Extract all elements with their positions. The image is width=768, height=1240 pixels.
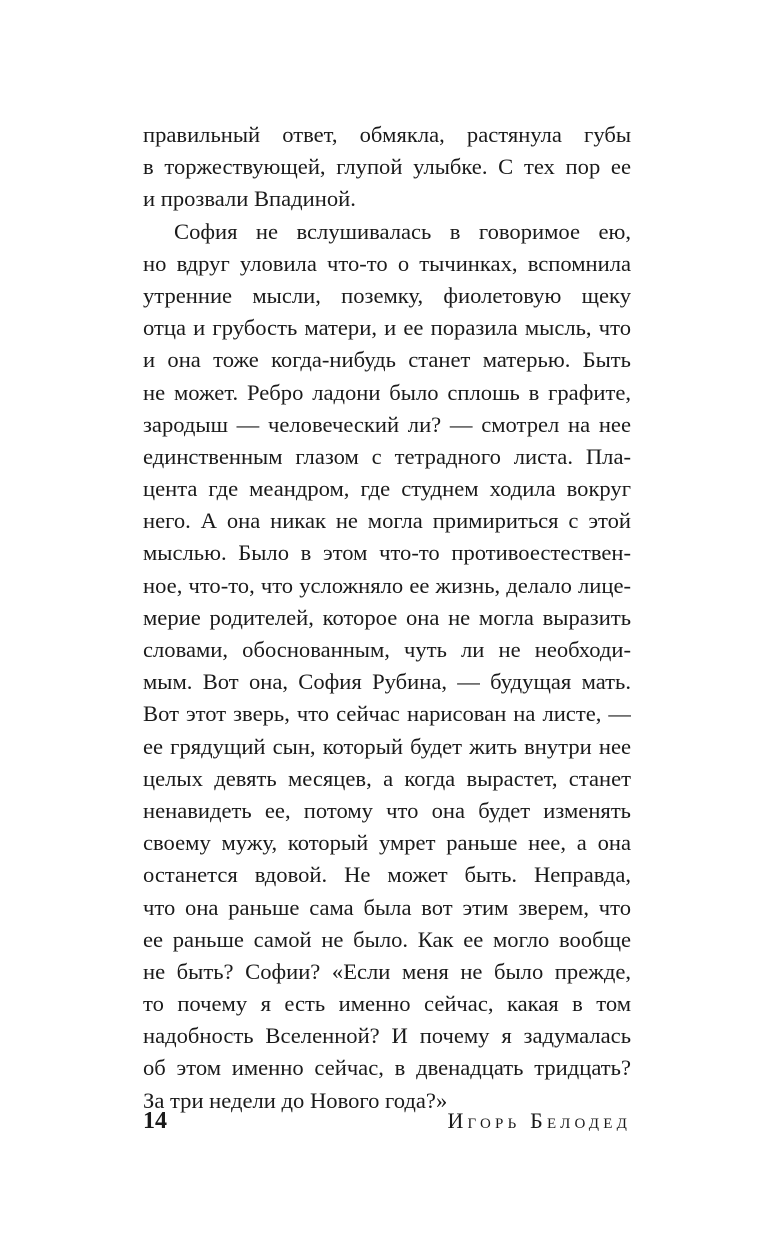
text-line: него. А она никак не могла примириться с этой <box>143 508 631 534</box>
running-head-author: Игорь Белодед <box>447 1108 631 1133</box>
text-line: За три недели до Нового года?» <box>143 1087 448 1113</box>
text-line: отца и грубость матери, и ее поразила мысль, что <box>143 315 631 341</box>
text-line: но вдруг уловила что-то о тычинках, вспомнила <box>143 250 631 276</box>
text-line: София не вслушивалась в говоримое ею, <box>174 218 631 244</box>
text-line: об этом именно сейчас, в двенадцать тридцать? <box>143 1055 631 1081</box>
text-line: Вот этот зверь, что сейчас нарисован на листе, — <box>143 701 631 727</box>
page-number: 14 <box>143 1108 167 1134</box>
text-line: своему мужу, который умрет раньше нее, а она <box>143 830 631 856</box>
text-line: утренние мысли, поземку, фиолетовую щеку <box>143 282 631 308</box>
text-line: не быть? Софии? «Если меня не было прежде, <box>143 958 631 984</box>
text-line: ное, что-то, что усложняло ее жизнь, делало лице- <box>143 572 631 598</box>
text-line: что она раньше сама была вот этим зверем, что <box>143 894 631 920</box>
text-line: не может. Ребро ладони было сплошь в графите, <box>143 379 631 405</box>
text-line: надобность Вселенной? И почему я задумалась <box>143 1023 631 1049</box>
text-line: ее раньше самой не было. Как ее могло вообще <box>143 926 631 952</box>
text-line: единственным глазом с тетрадного листа. Пла- <box>143 443 631 469</box>
text-line: и прозвали Впадиной. <box>143 186 356 212</box>
text-line: останется вдовой. Не может быть. Неправда, <box>143 862 631 888</box>
text-line: и она тоже когда-нибудь станет матерью. Быть <box>143 347 631 373</box>
text-line: зародыш — человеческий ли? — смотрел на нее <box>143 411 631 437</box>
text-line: словами, обоснованным, чуть ли не необходи- <box>143 637 631 662</box>
text-line: цента где меандром, где студнем ходила вокруг <box>143 476 631 502</box>
text-line: ненавидеть ее, потому что она будет изменять <box>143 797 631 823</box>
text-line: ее грядущий сын, который будет жить внутри нее <box>143 733 631 759</box>
body-text <box>143 119 631 1117</box>
text-line: мым. Вот она, София Рубина, — будущая мать. <box>143 669 631 695</box>
text-line: мыслью. Было в этом что-то противоестествен- <box>143 540 631 566</box>
page-footer <box>143 1101 631 1141</box>
text-line: мерие родителей, которое она не могла выразить <box>143 604 631 630</box>
text-line: в торжествующей, глупой улыбке. С тех пор ее <box>143 154 631 180</box>
text-line: правильный ответ, обмякла, растянула губы <box>143 122 631 147</box>
text-line: то почему я есть именно сейчас, какая в том <box>143 991 631 1017</box>
text-line: целых девять месяцев, а когда вырастет, станет <box>143 765 631 791</box>
